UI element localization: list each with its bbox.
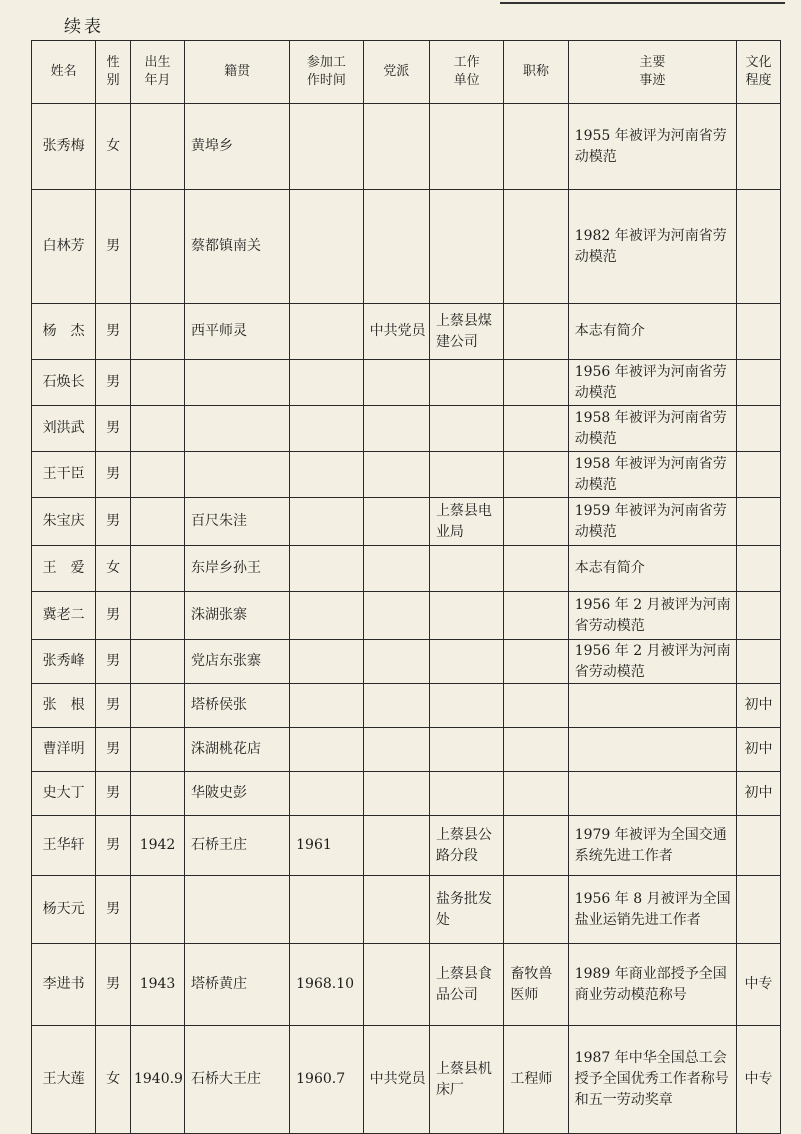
cell-gender: 男 — [96, 684, 131, 728]
cell-origin — [185, 876, 290, 944]
cell-party — [363, 498, 429, 546]
cell-work-start — [290, 304, 363, 360]
table-row — [32, 684, 781, 728]
table-row — [32, 498, 781, 546]
model-workers-table — [31, 40, 781, 1134]
cell-birth — [130, 592, 184, 640]
cell-gender: 男 — [96, 304, 131, 360]
cell-gender: 男 — [96, 876, 131, 944]
table-row — [32, 592, 781, 640]
cell-birth — [130, 728, 184, 772]
cell-work-start — [290, 772, 363, 816]
cell-workplace: 上蔡县食品公司 — [429, 944, 503, 1026]
table-body — [32, 104, 781, 1134]
cell-gender: 男 — [96, 360, 131, 406]
cell-birth — [130, 876, 184, 944]
cell-origin: 百尺朱洼 — [185, 498, 290, 546]
cell-workplace — [429, 104, 503, 190]
cell-deeds: 本志有简介 — [568, 304, 736, 360]
cell-deeds: 1958 年被评为河南省劳动模范 — [568, 452, 736, 498]
cell-name: 朱宝庆 — [32, 498, 96, 546]
cell-work-start: 1960.7 — [290, 1026, 363, 1134]
table-row — [32, 876, 781, 944]
cell-gender: 男 — [96, 190, 131, 304]
cell-education — [737, 104, 781, 190]
cell-title — [504, 816, 568, 876]
cell-name: 张秀峰 — [32, 640, 96, 684]
cell-birth — [130, 684, 184, 728]
cell-name: 刘洪武 — [32, 406, 96, 452]
table-row — [32, 1026, 781, 1134]
cell-origin: 石桥王庄 — [185, 816, 290, 876]
cell-gender: 男 — [96, 640, 131, 684]
cell-gender: 男 — [96, 498, 131, 546]
cell-work-start — [290, 104, 363, 190]
cell-title — [504, 546, 568, 592]
cell-title: 工程师 — [504, 1026, 568, 1134]
cell-deeds — [568, 772, 736, 816]
header-row — [32, 41, 781, 104]
cell-party — [363, 684, 429, 728]
cell-education — [737, 816, 781, 876]
cell-title — [504, 498, 568, 546]
cell-workplace — [429, 452, 503, 498]
cell-gender: 男 — [96, 592, 131, 640]
cell-name: 史大丁 — [32, 772, 96, 816]
table-caption: 续表 — [64, 17, 104, 37]
cell-name: 石焕长 — [32, 360, 96, 406]
cell-workplace: 上蔡县公路分段 — [429, 816, 503, 876]
header-workplace: 工作 单位 — [429, 41, 503, 104]
cell-deeds: 1982 年被评为河南省劳动模范 — [568, 190, 736, 304]
cell-work-start — [290, 498, 363, 546]
cell-deeds: 1956 年被评为河南省劳动模范 — [568, 360, 736, 406]
cell-work-start — [290, 684, 363, 728]
cell-party — [363, 360, 429, 406]
cell-birth — [130, 546, 184, 592]
cell-birth — [130, 452, 184, 498]
cell-work-start — [290, 640, 363, 684]
cell-deeds — [568, 684, 736, 728]
cell-title — [504, 104, 568, 190]
cell-title — [504, 452, 568, 498]
cell-gender: 男 — [96, 944, 131, 1026]
table-row — [32, 104, 781, 190]
cell-deeds: 1989 年商业部授予全国商业劳动模范称号 — [568, 944, 736, 1026]
cell-birth — [130, 640, 184, 684]
table-row — [32, 546, 781, 592]
cell-education — [737, 190, 781, 304]
cell-education — [737, 406, 781, 452]
cell-education — [737, 546, 781, 592]
cell-origin: 西平师灵 — [185, 304, 290, 360]
cell-birth — [130, 498, 184, 546]
cell-title — [504, 876, 568, 944]
cell-gender: 男 — [96, 406, 131, 452]
cell-party: 中共党员 — [363, 1026, 429, 1134]
cell-birth: 1940.9 — [130, 1026, 184, 1134]
table-row — [32, 360, 781, 406]
cell-title — [504, 640, 568, 684]
cell-name: 王干臣 — [32, 452, 96, 498]
cell-name: 白林芳 — [32, 190, 96, 304]
cell-education: 初中 — [737, 772, 781, 816]
header-party: 党派 — [363, 41, 429, 104]
cell-work-start — [290, 876, 363, 944]
cell-workplace: 上蔡县电业局 — [429, 498, 503, 546]
cell-workplace — [429, 772, 503, 816]
cell-title — [504, 360, 568, 406]
cell-party — [363, 592, 429, 640]
cell-party — [363, 452, 429, 498]
cell-work-start: 1961 — [290, 816, 363, 876]
cell-name: 王华轩 — [32, 816, 96, 876]
header-gender: 性 别 — [96, 41, 131, 104]
cell-name: 曹洋明 — [32, 728, 96, 772]
cell-gender: 女 — [96, 104, 131, 190]
header-birth: 出生 年月 — [130, 41, 184, 104]
cell-deeds: 1956 年 2 月被评为河南省劳动模范 — [568, 592, 736, 640]
cell-workplace — [429, 360, 503, 406]
cell-deeds: 1955 年被评为河南省劳动模范 — [568, 104, 736, 190]
cell-deeds: 1979 年被评为全国交通系统先进工作者 — [568, 816, 736, 876]
cell-origin — [185, 406, 290, 452]
header-education: 文化 程度 — [737, 41, 781, 104]
cell-gender: 男 — [96, 728, 131, 772]
cell-deeds: 1956 年 2 月被评为河南省劳动模范 — [568, 640, 736, 684]
header-title: 职称 — [504, 41, 568, 104]
table-row — [32, 304, 781, 360]
cell-party — [363, 876, 429, 944]
cell-deeds: 1958 年被评为河南省劳动模范 — [568, 406, 736, 452]
cell-title — [504, 728, 568, 772]
cell-party — [363, 944, 429, 1026]
cell-party — [363, 190, 429, 304]
header-deeds: 主要 事迹 — [568, 41, 736, 104]
cell-birth — [130, 772, 184, 816]
cell-name: 王 爱 — [32, 546, 96, 592]
cell-party — [363, 104, 429, 190]
cell-gender: 男 — [96, 816, 131, 876]
cell-education — [737, 876, 781, 944]
cell-party — [363, 406, 429, 452]
cell-origin: 石桥大王庄 — [185, 1026, 290, 1134]
cell-title — [504, 190, 568, 304]
header-name: 姓名 — [32, 41, 96, 104]
header-work-start: 参加工 作时间 — [290, 41, 363, 104]
cell-education: 初中 — [737, 728, 781, 772]
cell-gender: 男 — [96, 772, 131, 816]
cell-workplace: 上蔡县煤建公司 — [429, 304, 503, 360]
top-rule — [500, 2, 785, 4]
cell-deeds: 1956 年 8 月被评为全国盐业运销先进工作者 — [568, 876, 736, 944]
cell-party — [363, 546, 429, 592]
cell-workplace — [429, 728, 503, 772]
cell-birth — [130, 304, 184, 360]
cell-birth — [130, 190, 184, 304]
cell-work-start: 1968.10 — [290, 944, 363, 1026]
cell-name: 杨天元 — [32, 876, 96, 944]
cell-education — [737, 640, 781, 684]
cell-deeds: 本志有简介 — [568, 546, 736, 592]
cell-birth — [130, 360, 184, 406]
cell-birth: 1942 — [130, 816, 184, 876]
table-row — [32, 406, 781, 452]
cell-workplace — [429, 546, 503, 592]
cell-birth — [130, 104, 184, 190]
cell-birth: 1943 — [130, 944, 184, 1026]
cell-origin: 华陂史彭 — [185, 772, 290, 816]
cell-origin: 东岸乡孙王 — [185, 546, 290, 592]
cell-work-start — [290, 592, 363, 640]
cell-work-start — [290, 452, 363, 498]
cell-origin: 塔桥侯张 — [185, 684, 290, 728]
cell-party — [363, 640, 429, 684]
cell-education: 中专 — [737, 944, 781, 1026]
cell-education: 初中 — [737, 684, 781, 728]
table-row — [32, 190, 781, 304]
cell-name: 冀老二 — [32, 592, 96, 640]
cell-deeds — [568, 728, 736, 772]
cell-name: 杨 杰 — [32, 304, 96, 360]
cell-work-start — [290, 728, 363, 772]
cell-education: 中专 — [737, 1026, 781, 1134]
table-row — [32, 728, 781, 772]
cell-title — [504, 772, 568, 816]
cell-workplace — [429, 406, 503, 452]
cell-title — [504, 592, 568, 640]
table-row — [32, 772, 781, 816]
cell-education — [737, 498, 781, 546]
cell-workplace — [429, 684, 503, 728]
cell-name: 张 根 — [32, 684, 96, 728]
cell-workplace — [429, 640, 503, 684]
cell-origin: 黄埠乡 — [185, 104, 290, 190]
cell-name: 张秀梅 — [32, 104, 96, 190]
cell-work-start — [290, 406, 363, 452]
cell-party: 中共党员 — [363, 304, 429, 360]
cell-origin: 塔桥黄庄 — [185, 944, 290, 1026]
cell-title: 畜牧兽医师 — [504, 944, 568, 1026]
cell-work-start — [290, 546, 363, 592]
cell-origin — [185, 452, 290, 498]
cell-origin: 洙湖张寨 — [185, 592, 290, 640]
table-row — [32, 452, 781, 498]
cell-name: 王大莲 — [32, 1026, 96, 1134]
cell-work-start — [290, 360, 363, 406]
header-origin: 籍贯 — [185, 41, 290, 104]
cell-education — [737, 304, 781, 360]
cell-party — [363, 772, 429, 816]
cell-party — [363, 816, 429, 876]
cell-workplace — [429, 190, 503, 304]
cell-gender: 女 — [96, 546, 131, 592]
cell-origin: 洙湖桃花店 — [185, 728, 290, 772]
cell-work-start — [290, 190, 363, 304]
cell-title — [504, 304, 568, 360]
cell-gender: 女 — [96, 1026, 131, 1134]
cell-workplace: 盐务批发处 — [429, 876, 503, 944]
cell-deeds: 1987 年中华全国总工会授予全国优秀工作者称号和五一劳动奖章 — [568, 1026, 736, 1134]
table-row — [32, 816, 781, 876]
table-row — [32, 640, 781, 684]
cell-origin — [185, 360, 290, 406]
cell-workplace: 上蔡县机床厂 — [429, 1026, 503, 1134]
cell-education — [737, 452, 781, 498]
cell-name: 李进书 — [32, 944, 96, 1026]
cell-deeds: 1959 年被评为河南省劳动模范 — [568, 498, 736, 546]
cell-party — [363, 728, 429, 772]
cell-education — [737, 360, 781, 406]
cell-title — [504, 684, 568, 728]
table-row — [32, 944, 781, 1026]
cell-gender: 男 — [96, 452, 131, 498]
cell-birth — [130, 406, 184, 452]
cell-origin: 党店东张寨 — [185, 640, 290, 684]
cell-title — [504, 406, 568, 452]
cell-workplace — [429, 592, 503, 640]
cell-origin: 蔡都镇南关 — [185, 190, 290, 304]
cell-education — [737, 592, 781, 640]
